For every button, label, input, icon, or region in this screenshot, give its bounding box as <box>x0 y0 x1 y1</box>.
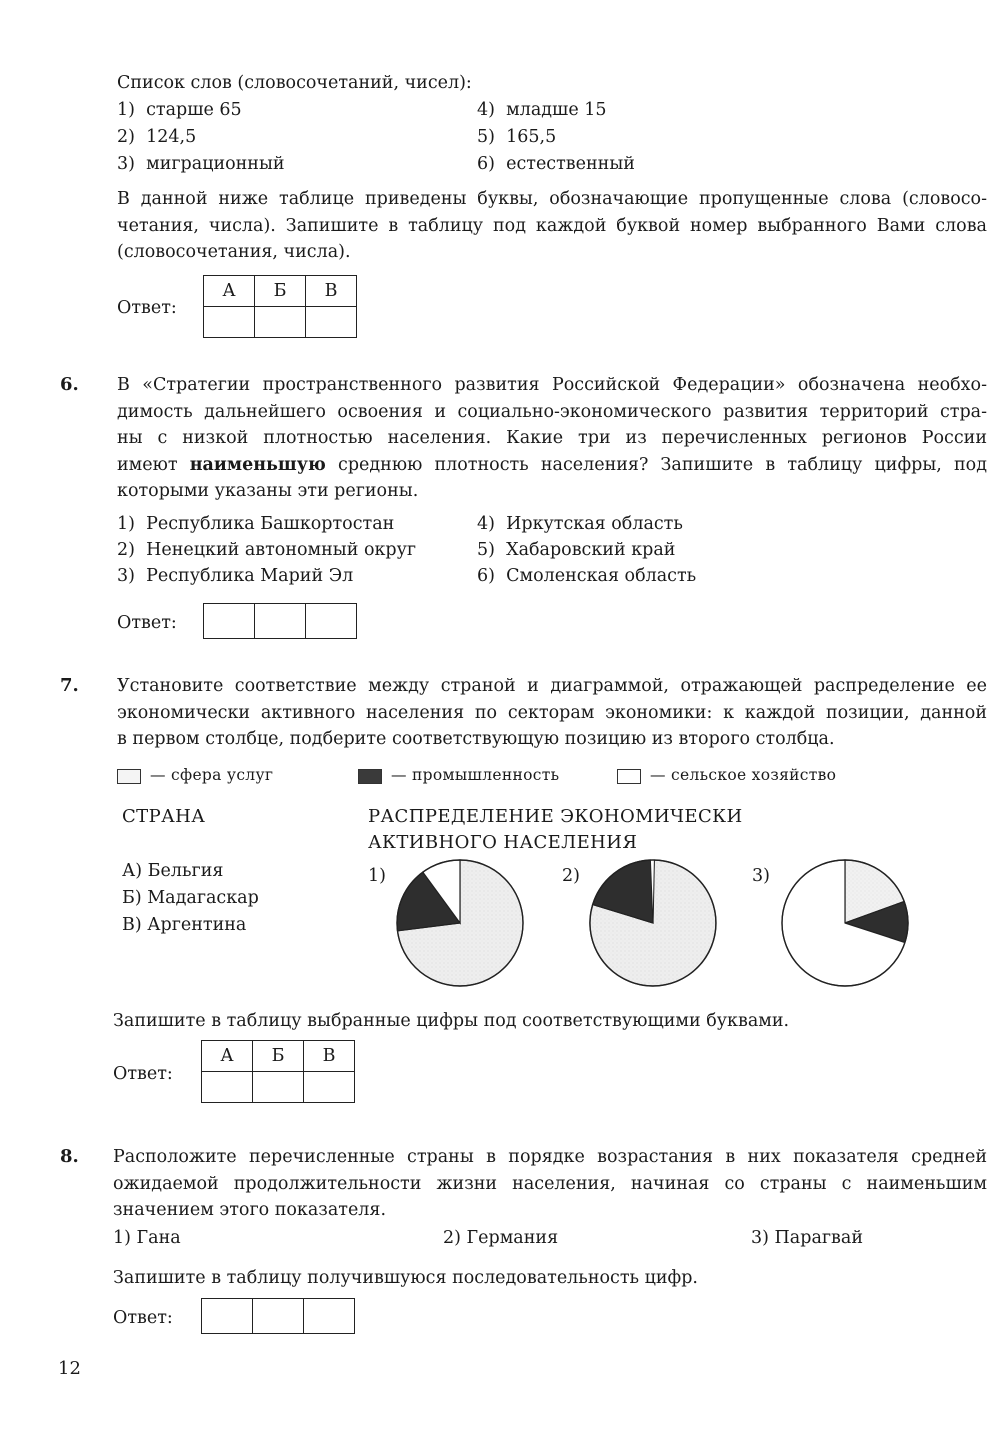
task-line: димость дальнейшего освоения и социально-экономического развития территорий стра- <box>117 401 987 422</box>
answer-table-task5 <box>203 275 357 338</box>
option-text: миграционный <box>146 154 285 174</box>
option-number: 1) <box>117 100 135 120</box>
option-number: 5) <box>477 540 495 560</box>
task6-text <box>117 372 987 505</box>
legend-swatch-agriculture <box>617 769 641 784</box>
option-number: 5) <box>477 127 495 147</box>
page-number: 12 <box>58 1358 81 1379</box>
option-number: 2) <box>117 127 135 147</box>
task-line: ны с низкой плотностью населения. Какие три из перечисленных регионов России <box>117 428 987 448</box>
word-option-2 <box>117 127 196 147</box>
option-number: 3) <box>117 154 135 174</box>
answer-header-a: А <box>204 276 255 307</box>
task-line: Расположите перечисленные страны в порядке возрастания в них показателя средней <box>113 1147 987 1167</box>
answer-cell-v[interactable] <box>304 1072 355 1103</box>
task-number-7: 7. <box>60 675 79 696</box>
emphasis-word: наименьшую <box>189 454 326 475</box>
task5-instruction <box>117 186 987 266</box>
region-option-1 <box>117 514 394 534</box>
option-number: 3) <box>117 566 135 586</box>
answer-table-task6 <box>203 603 357 639</box>
column-heading-distribution-line2: АКТИВНОГО НАСЕЛЕНИЯ <box>368 832 638 853</box>
option-number: 2) <box>117 540 135 560</box>
task-line: которыми указаны эти регионы. <box>117 481 419 501</box>
pie-label-1: 1) <box>368 866 386 886</box>
instruction-line: В данной ниже таблице приведены буквы, обозначающие пропущенные слова (словосо- <box>117 189 987 209</box>
region-option-2 <box>117 540 416 560</box>
word-option-5 <box>477 127 556 147</box>
option-text: Ненецкий автономный округ <box>146 540 417 560</box>
option-letter: Б) <box>122 888 142 908</box>
option-letter: А) <box>122 861 143 881</box>
option-number: 1) <box>117 514 135 534</box>
answer-cell-3[interactable] <box>306 604 357 639</box>
task-line: экономически активного населения по секторам экономики: к каждой позиции, данной <box>117 702 987 723</box>
instruction-line: (словосочетания, числа). <box>117 242 351 262</box>
option-text: Гана <box>136 1228 181 1248</box>
answer-cell-1[interactable] <box>202 1299 253 1334</box>
option-number: 1) <box>113 1228 131 1248</box>
option-text: 165,5 <box>506 127 557 147</box>
option-text: старше 65 <box>146 100 242 120</box>
word-option-3 <box>117 154 285 174</box>
region-option-3 <box>117 566 353 586</box>
task7-table-instruction: Запишите в таблицу выбранные цифры под соответствующими буквами. <box>113 1011 790 1031</box>
option-text: Смоленская область <box>506 566 697 586</box>
answer-label: Ответ: <box>113 1308 173 1328</box>
legend-swatch-services <box>117 769 141 784</box>
answer-table-task7 <box>201 1040 355 1103</box>
task7-text <box>117 673 987 753</box>
option-number: 2) <box>443 1228 461 1248</box>
country-option-2 <box>443 1228 558 1248</box>
option-text: 124,5 <box>146 127 197 147</box>
answer-cell-2[interactable] <box>255 604 306 639</box>
text-span: среднюю плотность населения? Запишите в таблицу цифры, под <box>338 454 987 475</box>
country-option-b <box>122 888 259 908</box>
option-text: младше 15 <box>506 100 607 120</box>
answer-cell-a[interactable] <box>204 307 255 338</box>
answer-cell-1[interactable] <box>204 604 255 639</box>
word-option-1 <box>117 100 242 120</box>
pie-chart-1 <box>395 858 525 988</box>
instruction-line: четания, числа). Запишите в таблицу под каждой буквой номер выбранного Вами слова <box>117 215 987 236</box>
option-text: Бельгия <box>147 861 224 881</box>
answer-cell-3[interactable] <box>304 1299 355 1334</box>
pie-chart-3 <box>780 858 910 988</box>
option-text: Аргентина <box>147 915 247 935</box>
legend-label-industry: — промышленность <box>391 766 560 784</box>
answer-cell-v[interactable] <box>306 307 357 338</box>
answer-header-b: Б <box>255 276 306 307</box>
word-option-6 <box>477 154 635 174</box>
country-option-a <box>122 861 223 881</box>
answer-table-task8 <box>201 1298 355 1334</box>
task-number-8: 8. <box>60 1146 79 1167</box>
pie-chart-2 <box>588 858 718 988</box>
country-option-1 <box>113 1228 181 1248</box>
answer-cell-a[interactable] <box>202 1072 253 1103</box>
answer-header-v: В <box>306 276 357 307</box>
pie-label-3: 3) <box>752 866 770 886</box>
task-line: В «Стратегии пространственного развития Российской Федерации» обозначена необхо- <box>117 375 987 395</box>
task8-text <box>113 1144 987 1224</box>
option-text: Республика Башкортостан <box>146 514 395 534</box>
option-number: 6) <box>477 154 495 174</box>
answer-label: Ответ: <box>113 1064 173 1084</box>
column-heading-distribution-line1: РАСПРЕДЕЛЕНИЕ ЭКОНОМИЧЕСКИ <box>368 806 743 827</box>
option-number: 4) <box>477 514 495 534</box>
text-span: имеют <box>117 454 178 475</box>
answer-cell-b[interactable] <box>255 307 306 338</box>
task-number-6: 6. <box>60 374 79 395</box>
pie-label-2: 2) <box>562 866 580 886</box>
answer-cell-b[interactable] <box>253 1072 304 1103</box>
task-line: Установите соответствие между страной и диаграммой, отражающей распределение ее <box>117 676 987 696</box>
task-line: в первом столбце, подберите соответствующую позицию из второго столбца. <box>117 729 835 749</box>
option-text: естественный <box>506 154 635 174</box>
answer-header-v: В <box>304 1041 355 1072</box>
option-number: 6) <box>477 566 495 586</box>
legend-label-services: — сфера услуг <box>150 766 274 784</box>
region-option-6 <box>477 566 696 586</box>
legend-swatch-industry <box>358 769 382 784</box>
country-option-3 <box>751 1228 863 1248</box>
task-line: ожидаемой продолжительности жизни населения, начиная со страны с наименьшим <box>113 1173 987 1194</box>
option-number: 3) <box>751 1228 769 1248</box>
answer-label: Ответ: <box>117 298 177 318</box>
column-heading-country: СТРАНА <box>122 806 206 827</box>
answer-cell-2[interactable] <box>253 1299 304 1334</box>
word-option-4 <box>477 100 607 120</box>
region-option-4 <box>477 514 683 534</box>
answer-header-a: А <box>202 1041 253 1072</box>
option-letter: В) <box>122 915 142 935</box>
task-line: значением этого показателя. <box>113 1200 387 1220</box>
legend-label-agriculture: — сельское хозяйство <box>650 766 837 784</box>
answer-label: Ответ: <box>117 613 177 633</box>
answer-header-b: Б <box>253 1041 304 1072</box>
region-option-5 <box>477 540 675 560</box>
task8-table-instruction: Запишите в таблицу получившуюся последовательность цифр. <box>113 1268 698 1288</box>
country-option-v <box>122 915 246 935</box>
option-text: Республика Марий Эл <box>146 566 354 586</box>
option-number: 4) <box>477 100 495 120</box>
option-text: Парагвай <box>774 1228 863 1248</box>
word-list-heading: Список слов (словосочетаний, чисел): <box>117 73 472 93</box>
option-text: Иркутская область <box>506 514 683 534</box>
option-text: Германия <box>466 1228 559 1248</box>
option-text: Хабаровский край <box>506 540 676 560</box>
option-text: Мадагаскар <box>147 888 259 908</box>
task-line <box>117 452 987 479</box>
